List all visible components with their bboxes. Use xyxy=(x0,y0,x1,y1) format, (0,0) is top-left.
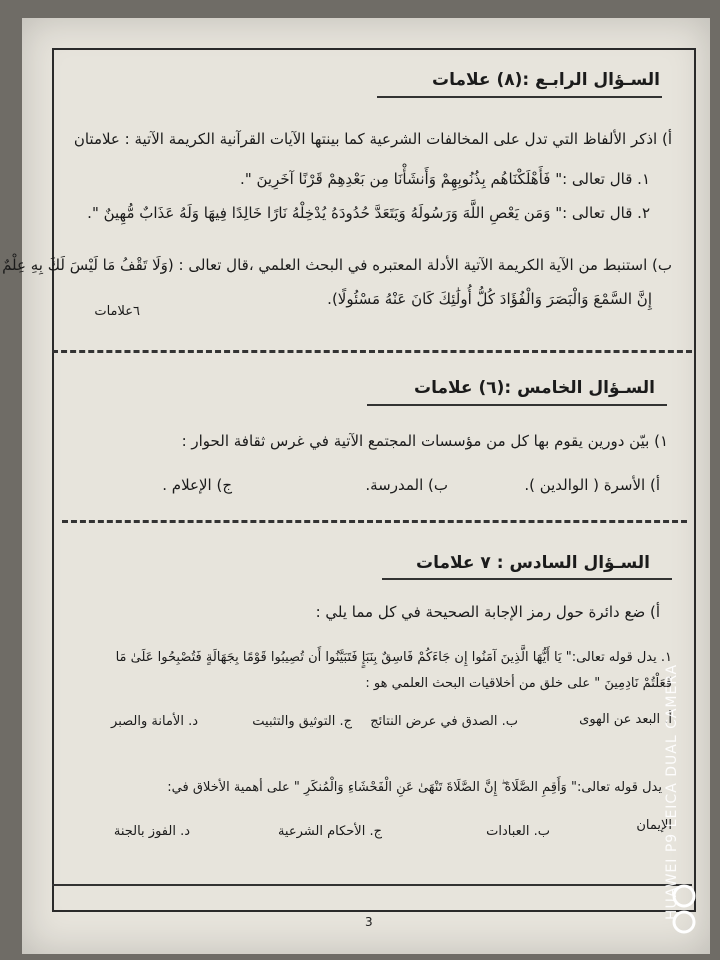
q6-item1-choice-a: أ. البعد عن الهوى xyxy=(579,712,672,727)
q6-item2-choice-a: الإيمان xyxy=(636,818,672,833)
q4-heading-underline xyxy=(377,96,662,98)
q6-item1-choice-b: ب. الصدق في عرض النتائج xyxy=(370,714,518,729)
separator-1 xyxy=(52,350,692,353)
q5-option-b: ب) المدرسة. xyxy=(365,476,448,494)
separator-2 xyxy=(62,520,687,523)
page-number: 3 xyxy=(365,915,373,929)
q6-item1-choice-d: د. الأمانة والصبر xyxy=(111,714,198,729)
q6-item1-line1: ١. يدل قوله تعالى:" يَا أَيُّهَا الَّذِينَ آمَنُوا إِن جَاءَكُمْ فَاسِقٌ بِنَبَإٍ فَتَبَيَّنُوا أَن تُصِيبُوا قَوْمًا بِجَهَالَةٍ فَتُصْبِحُوا عَلَىٰ مَا xyxy=(115,650,672,665)
q5-option-c: ج) الإعلام . xyxy=(162,476,232,494)
q4-part-a-prompt: أ) اذكر الألفاظ التي تدل على المخالفات الشرعية كما بينتها الآيات القرآنية الكريمة الآتية : علامتان xyxy=(73,130,672,148)
q4-part-b-marks: ٦علامات xyxy=(94,304,140,319)
q6-item1-line2: فَعَلْتُمْ نَادِمِينَ " على خلق من أخلاقيات البحث العلمي هو : xyxy=(365,676,672,691)
exam-page xyxy=(2,18,710,954)
bottom-rule xyxy=(52,884,692,886)
q4-verse-2: ٢. قال تعالى :" وَمَن يَعْصِ اللَّهَ وَرَسُولَهُ وَيَتَعَدَّ حُدُودَهُ يُدْخِلْهُ نَارًا خَالِدًا فِيهَا وَلَهُ عَذَابٌ مُّهِينٌ ". xyxy=(87,204,650,222)
q4-heading: السـؤال الرابـع :(٨) علامات xyxy=(432,70,660,90)
q6-item2-line1: يدل قوله تعالى:" وَأَقِمِ الصَّلَاةَ ۖ إِنَّ الصَّلَاةَ تَنْهَىٰ عَنِ الْفَحْشَاءِ وَالْمُنكَرِ " على أهمية الأخلاق في: xyxy=(167,780,662,795)
q6-item1-choice-c: ج. التوثيق والتثبيت xyxy=(252,714,352,729)
camera-logo-icon xyxy=(668,882,700,938)
q4-verse-1: ١. قال تعالى :" فَأَهْلَكْنَاهُم بِذُنُوبِهِمْ وَأَنشَأْنَا مِن بَعْدِهِمْ قَرْنًا آخَرِينَ ". xyxy=(240,170,650,188)
q5-option-a: أ) الأسرة ( الوالدين ). xyxy=(524,476,660,494)
q5-heading: السـؤال الخامس :(٦) علامات xyxy=(414,378,655,398)
q6-instruction: أ) ضع دائرة حول رمز الإجابة الصحيحة في كل مما يلي : xyxy=(315,603,660,621)
q5-prompt: ١) بيّن دورين يقوم بها كل من مؤسسات المجتمع الآتية في غرس ثقافة الحوار : xyxy=(181,432,668,450)
q6-heading: السـؤال السادس : ٧ علامات xyxy=(415,553,650,573)
camera-watermark: HUAWEI P9 LEICA DUAL CAMERA xyxy=(664,663,680,920)
q6-item2-choice-d: د. الفوز بالجنة xyxy=(113,824,190,839)
q6-item2-choice-c: ج. الأحكام الشرعية xyxy=(277,824,382,839)
q4-part-b-line2: إِنَّ السَّمْعَ وَالْبَصَرَ وَالْفُؤَادَ كُلُّ أُولَٰئِكَ كَانَ عَنْهُ مَسْئُولًا). xyxy=(327,290,652,308)
q6-heading-underline xyxy=(382,578,672,580)
q4-part-b-line1: ب) استنبط من الآية الكريمة الآتية الأدلة المعتبره في البحث العلمي ،قال تعالى : (وَلَا تَقْفُ مَا لَيْسَ لَكَ بِهِ عِلْمٌ xyxy=(2,256,672,274)
q6-item2-choice-b: ب. العبادات xyxy=(486,824,550,839)
q5-heading-underline xyxy=(367,404,667,406)
